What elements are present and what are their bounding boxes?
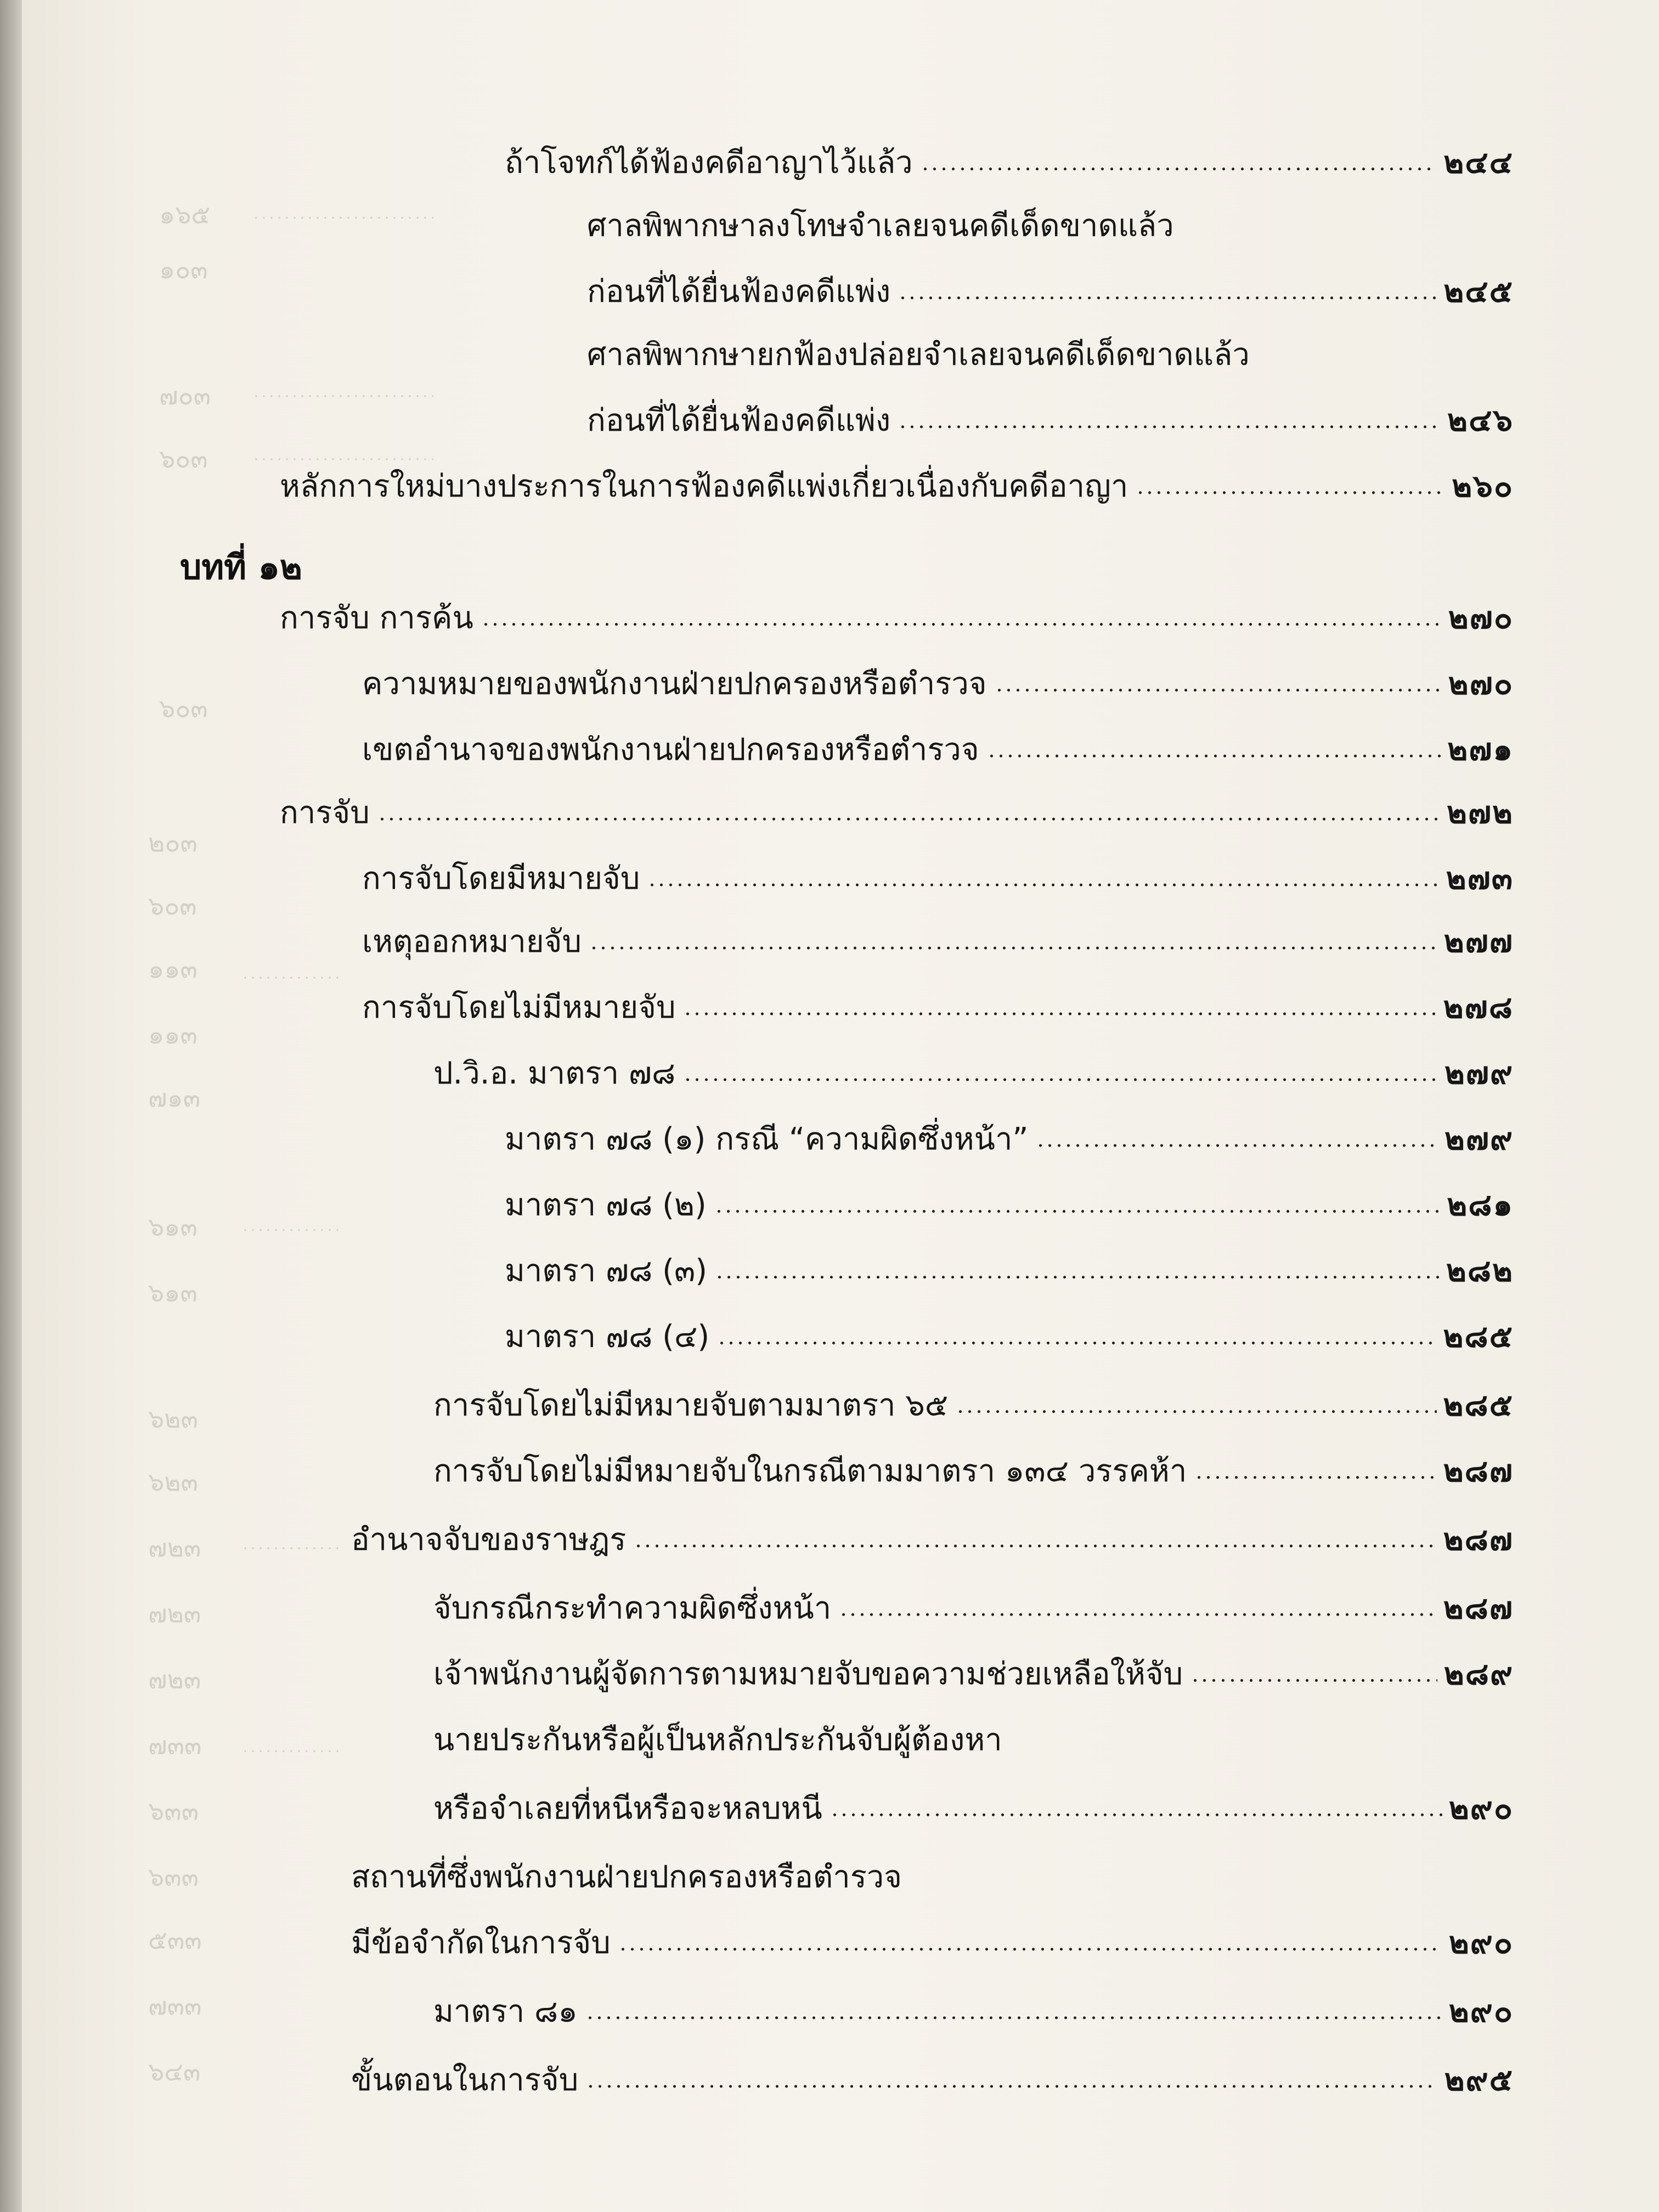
toc-page-number: ๒๘๗ (1443, 1522, 1514, 1558)
toc-entry (351, 1909, 1514, 1959)
toc-entry (362, 908, 1514, 960)
toc-entry-title: หลักการใหม่บางประการในการฟ้องคดีแพ่งเกี่ยวเนื่องกับคดีอาญา (280, 469, 1128, 504)
bleed-through-number: ๖๑๓ (148, 1278, 198, 1307)
toc-page-number: ๒๗๓ (1446, 861, 1514, 896)
toc-page-number: ๒๙๐ (1448, 1994, 1514, 2029)
bleed-through-number: ๖๐๓ (159, 444, 208, 473)
bleed-through-leader (241, 1750, 340, 1752)
toc-page-number: ๒๔๕ (1443, 274, 1514, 309)
dot-leader (618, 1945, 1442, 1953)
toc-entry (505, 1171, 1514, 1221)
bleed-through-number: ๒๐๓ (148, 828, 198, 857)
toc-entry-title: มาตรา ๗๘ (๒) (505, 1187, 707, 1223)
toc-entry-title: เขตอำนาจของพนักงานฝ่ายปกครองหรือตำรวจ (362, 732, 979, 768)
toc-entry (505, 1105, 1514, 1155)
chapter-heading: บทที่ ๑๒ (180, 547, 302, 587)
toc-entry-title: การจับโดยไม่มีหมายจับในกรณีตามมาตรา ๑๓๔ วรรคห้า (433, 1453, 1187, 1489)
dot-leader (586, 2083, 1437, 2090)
toc-entry-title: การจับโดยไม่มีหมายจับตามมาตรา ๖๕ (433, 1387, 949, 1423)
dot-leader (683, 1010, 1436, 1018)
bleed-through-number: ๗๑๓ (148, 1083, 201, 1113)
dot-leader (1036, 1142, 1438, 1149)
toc-page-number: ๒๘๒ (1446, 1253, 1514, 1289)
bleed-through-number: ๖๐๓ (159, 693, 208, 723)
dot-leader (1194, 1474, 1437, 1481)
toc-entry-title: จับกรณีกระทำความผิดซึ่งหน้า (433, 1590, 832, 1626)
dot-leader (634, 1542, 1436, 1550)
toc-page-number: ๒๘๗ (1443, 1453, 1514, 1489)
bleed-through-number: ๖๔๓ (148, 2057, 201, 2086)
toc-entry (587, 192, 1174, 244)
bleed-through-number: ๗๐๓ (159, 381, 211, 410)
toc-entry-title: หรือจำเลยที่หนีหรือจะหลบหนี (433, 1791, 822, 1826)
bleed-through-number: ๕๓๓ (148, 1925, 202, 1955)
toc-entry-title: เจ้าพนักงานผู้จัดการตามหมายจับขอความช่วยเหลือให้จับ (433, 1656, 1183, 1692)
bleed-through-number: ๑๐๓ (159, 255, 208, 284)
toc-page-number: ๒๙๐ (1448, 1925, 1514, 1961)
dot-leader (717, 1339, 1436, 1347)
book-spine-shadow (0, 0, 22, 2212)
toc-entry-title: มาตรา ๗๘ (๓) (505, 1253, 708, 1289)
toc-entry (433, 1706, 1002, 1756)
dot-leader (481, 620, 1442, 628)
toc-entry-title: มาตรา ๗๘ (๔) (505, 1319, 710, 1355)
dot-leader (683, 1076, 1438, 1084)
dot-leader (995, 686, 1442, 694)
toc-entry (351, 1506, 1514, 1558)
toc-entry (351, 2046, 1514, 2096)
toc-entry-title: ศาลพิพากษาลงโทษจำเลยจนคดีเด็ดขาดแล้ว (587, 208, 1174, 244)
bleed-through-number: ๖๓๓ (148, 1796, 199, 1826)
toc-entry-title: นายประกันหรือผู้เป็นหลักประกันจับผู้ต้องหา (433, 1722, 1002, 1758)
toc-entry (280, 584, 1514, 634)
toc-entry (433, 1978, 1514, 2027)
bleed-through-number: ๗๒๓ (148, 1533, 201, 1562)
toc-page-number: ๒๔๖ (1447, 403, 1514, 438)
toc-entry-title: การจับ (280, 795, 370, 831)
bleed-through-number: ๖๐๓ (148, 891, 197, 921)
toc-page-number: ๒๘๗ (1443, 1590, 1514, 1626)
toc-entry-title: ถ้าโจทก์ได้ฟ้องคดีอาญาไว้แล้ว (505, 145, 913, 180)
toc-page-number: ๒๘๕ (1443, 1387, 1514, 1423)
bleed-through-number: ๑๑๓ (148, 954, 198, 984)
toc-entry-title: การจับ การค้น (280, 600, 473, 636)
toc-entry-title: ความหมายของพนักงานฝ่ายปกครองหรือตำรวจ (362, 666, 987, 702)
dot-leader (715, 1273, 1440, 1281)
toc-entry-title: มาตรา ๗๘ (๑) กรณี “ความผิดซึ่งหน้า” (505, 1121, 1029, 1157)
toc-page-number: ๒๗๒ (1447, 795, 1514, 831)
dot-leader (714, 1207, 1441, 1215)
toc-entry (587, 387, 1514, 436)
toc-entry (433, 1640, 1514, 1690)
dot-leader (1190, 1677, 1437, 1684)
dot-leader (987, 752, 1441, 760)
bleed-through-number: ๖๒๓ (148, 1467, 198, 1497)
toc-page-number: ๒๗๐ (1448, 666, 1514, 702)
bleed-through-number: ๑๖๕ (159, 200, 211, 229)
dot-leader (830, 1811, 1442, 1819)
toc-page-number: ๒๘๙ (1443, 1656, 1514, 1692)
dot-leader (585, 2014, 1442, 2022)
toc-entry (505, 1303, 1514, 1355)
toc-entry (433, 1040, 1514, 1089)
toc-page-number: ๒๙๐ (1448, 1791, 1514, 1826)
bleed-through-number: ๖๓๓ (148, 1862, 199, 1892)
dot-leader (921, 165, 1437, 173)
toc-entry (433, 1437, 1514, 1487)
toc-entry (362, 974, 1514, 1023)
dot-leader (956, 1408, 1436, 1415)
toc-entry (362, 716, 1514, 768)
toc-entry-title: ก่อนที่ได้ยื่นฟ้องคดีแพ่ง (587, 403, 891, 438)
dot-leader (589, 944, 1437, 952)
toc-entry (505, 129, 1514, 178)
dot-leader (377, 815, 1440, 823)
toc-entry-title: ขั้นตอนในการจับ (351, 2062, 579, 2098)
toc-entry-title: สถานที่ซึ่งพนักงานฝ่ายปกครองหรือตำรวจ (351, 1859, 902, 1895)
bleed-through-number: ๗๒๓ (148, 1664, 201, 1694)
bleed-through-number: ๗๒๓ (148, 1599, 201, 1628)
toc-page-number: ๒๙๕ (1444, 2062, 1514, 2098)
bleed-through-number: ๖๑๓ (148, 1212, 198, 1242)
toc-page-number: ๒๗๙ (1444, 1056, 1514, 1091)
toc-entry (433, 1775, 1514, 1824)
bleed-through-leader (241, 1229, 340, 1231)
toc-entry-title: เหตุออกหมายจับ (362, 924, 582, 960)
toc-entry-title: ศาลพิพากษายกฟ้องปล่อยจำเลยจนคดีเด็ดขาดแล้ว (587, 337, 1250, 373)
toc-page-number: ๒๗๐ (1448, 600, 1514, 636)
toc-entry (280, 779, 1514, 831)
toc-page-number: ๒๗๙ (1444, 1121, 1514, 1157)
toc-entry (587, 321, 1250, 373)
toc-entry-title: มีข้อจำกัดในการจับ (351, 1925, 611, 1961)
toc-page-number: ๒๔๔ (1443, 145, 1514, 180)
bleed-through-number: ๗๓๓ (148, 1730, 202, 1760)
toc-page-number: ๒๖๐ (1452, 469, 1514, 504)
toc-entry (587, 258, 1514, 307)
toc-entry (362, 845, 1514, 894)
toc-entry-title: การจับโดยไม่มีหมายจับ (362, 990, 676, 1025)
bleed-through-number: ๑๑๓ (148, 1020, 198, 1049)
toc-page-number: ๒๗๑ (1447, 732, 1514, 768)
toc-page-number: ๒๗๘ (1443, 990, 1514, 1025)
toc-entry (280, 453, 1514, 502)
toc-entry (433, 1575, 1514, 1624)
toc-entry-title: ก่อนที่ได้ยื่นฟ้องคดีแพ่ง (587, 274, 891, 309)
dot-leader (839, 1611, 1437, 1618)
bleed-through-leader (241, 977, 340, 979)
bleed-through-leader (252, 395, 433, 397)
toc-page-number: ๒๗๗ (1443, 924, 1514, 960)
dot-leader (898, 294, 1437, 302)
toc-entry (505, 1237, 1514, 1289)
book-page (22, 0, 1659, 2212)
dot-leader (647, 881, 1439, 889)
toc-entry (351, 1843, 902, 1893)
toc-page-number: ๒๘๑ (1447, 1187, 1514, 1223)
toc-entry (433, 1372, 1514, 1421)
bleed-through-number: ๖๒๓ (148, 1404, 198, 1434)
bleed-through-leader (241, 1547, 340, 1549)
toc-entry-title: การจับโดยมีหมายจับ (362, 861, 640, 896)
bleed-through-leader (252, 217, 433, 219)
toc-entry (362, 650, 1514, 702)
dot-leader (898, 423, 1441, 431)
toc-entry-title: มาตรา ๘๑ (433, 1994, 578, 2029)
toc-entry-title: อำนาจจับของราษฎร (351, 1522, 627, 1558)
toc-entry-title: ป.วิ.อ. มาตรา ๗๘ (433, 1056, 676, 1091)
dot-leader (1136, 489, 1445, 496)
toc-page-number: ๒๘๕ (1443, 1319, 1514, 1355)
bleed-through-number: ๗๓๓ (148, 1991, 202, 2021)
